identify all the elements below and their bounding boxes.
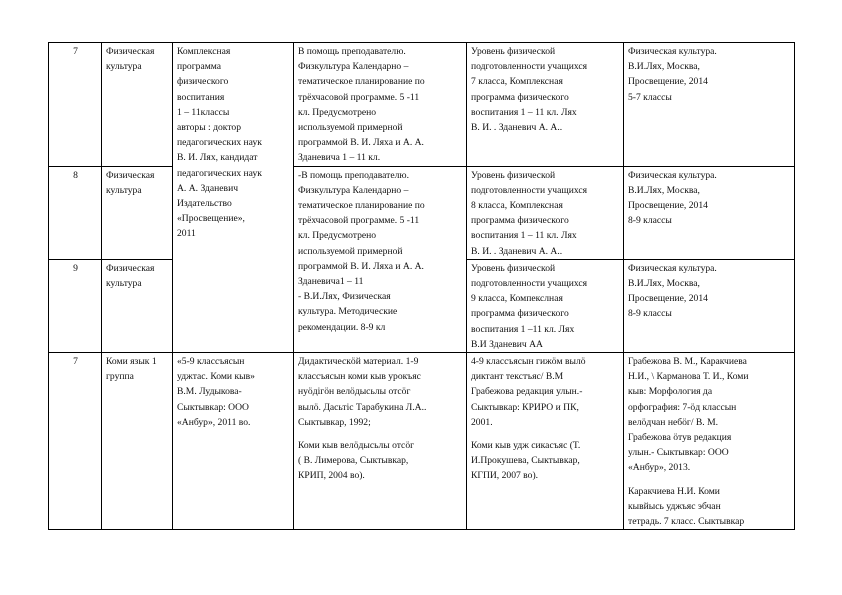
manual-cell: В помощь преподавателю. Физкультура Календарно – тематическое планирование по трёхчасовой программе. 5 -11 кл. Предусмотрено используемой примерной программой В. И. Ляха и А. А. Зданевича 1 – 11 кл. (294, 43, 467, 167)
manual-cell: -В помощь преподавателю. Физкультура Календарно – тематическое планирование по трёхчасовой программе. 5 -11 кл. Предусмотрено используемой примерной программой В. И. Ляха и А. А. Зданевича1 – 11 - В.И.Лях, Физическая культура. Методические рекомендации. 8-9 кл (294, 166, 467, 352)
curriculum-table (48, 42, 795, 530)
row-number: 9 (49, 259, 102, 352)
program-cell: Комплексная программа физического воспитания 1 – 11классы авторы : доктор педагогических наук В. И. Лях, кандидат педагогических наук А. А. Зданевич Издательство «Просвещение», 2011 (173, 43, 294, 353)
assessment-cell: Уровень физической подготовленности учащихся 7 класса, Комплексная программа физического воспитания 1 – 11 кл. Лях В. И. . Зданевич А. А.. (467, 43, 624, 167)
textbook-entry: Каракчиева Н.И. Коми кывйысь уджъяс эбчан тетрадь. 7 класс. Сыктывкар (628, 485, 745, 528)
subject-cell: Физическая культура (102, 43, 173, 167)
manual-cell (294, 353, 467, 530)
assessment-cell: Уровень физической подготовленности учащихся 8 класса, Комплексная программа физического воспитания 1 – 11 кл. Лях В. И. . Зданевич А. А.. (467, 166, 624, 259)
table-row (49, 353, 795, 530)
assessment-entry: 4-9 классъясын гижöм вылö диктант текстъяс/ В.М Грабежова редакция улын.- Сыктывкар: КРИРО и ПК, 2001. (471, 356, 586, 428)
textbook-cell: Физическая культура. В.И.Лях, Москва, Просвещение, 2014 8-9 классы (624, 259, 795, 352)
assessment-cell (467, 353, 624, 530)
textbook-cell: Физическая культура. В.И.Лях, Москва, Просвещение, 2014 5-7 классы (624, 43, 795, 167)
subject-cell: Физическая культура (102, 166, 173, 259)
manual-entry: Дидактическöй материал. 1-9 классъясын коми кыв урокъяс нуöдiгöн велöдысьлы отсöг вылö. Дасьтiс Тарабукина Л.А.. Сыктывкар, 1992; (298, 356, 427, 428)
row-number: 7 (49, 353, 102, 530)
row-number: 8 (49, 166, 102, 259)
program-cell: «5-9 классъясын уджтас. Коми кыв» В.М. Лудыкова- Сыктывкар: ООО «Анбур», 2011 во. (173, 353, 294, 530)
table-row (49, 43, 795, 167)
textbook-cell: Физическая культура. В.И.Лях, Москва, Просвещение, 2014 8-9 классы (624, 166, 795, 259)
manual-entry: Коми кыв велöдысьлы отсöг ( В. Лимерова, Сыктывкар, КРИП, 2004 во). (298, 440, 415, 482)
row-number: 7 (49, 43, 102, 167)
textbook-cell (624, 353, 795, 530)
textbook-entry: Грабежова В. М., Каракчиева Н.И., \ Карманова Т. И., Коми кыв: Морфология да орфография: 7-öд классын велöдчан небöг/ В. М. Грабежова öтув редакция улын.- Сыктывкар: ООО «Анбур», 2013. (628, 356, 749, 474)
subject-cell: Физическая культура (102, 259, 173, 352)
table-row (49, 166, 795, 259)
subject-cell: Коми язык 1 группа (102, 353, 173, 530)
assessment-cell: Уровень физической подготовленности учащихся 9 класса, Компекслная программа физического воспитания 1 –11 кл. Лях В.И Зданевич АА (467, 259, 624, 352)
assessment-entry: Коми кыв удж сикасъяс (Т. И.Прокушева, Сыктывкар, КГПИ, 2007 во). (471, 440, 581, 482)
